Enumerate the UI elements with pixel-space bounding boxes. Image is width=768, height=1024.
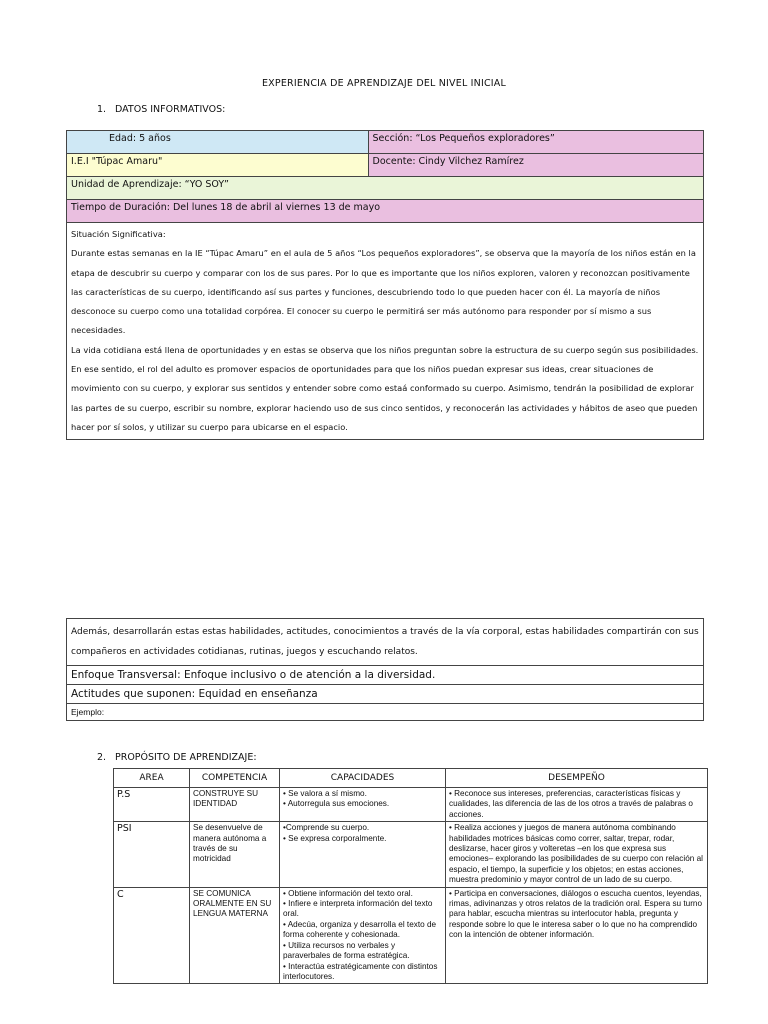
header-area: AREA bbox=[114, 769, 190, 788]
ejemplo-cell: Ejemplo: bbox=[67, 704, 704, 721]
enfoque-table bbox=[66, 618, 704, 721]
actitudes-cell: Actitudes que suponen: Equidad en enseñanza bbox=[67, 685, 704, 704]
section-2-number: 2. bbox=[97, 752, 107, 763]
edad-cell: Edad: 5 años bbox=[67, 131, 369, 154]
capacidades-cell bbox=[280, 887, 446, 984]
capacidad-item: • Se valora a sí mismo. bbox=[283, 789, 367, 798]
datos-informativos-table bbox=[66, 130, 704, 440]
desempeno-cell: • Realiza acciones y juegos de manera autónoma combinando habilidades motrices básicas como correr, saltar, trepar, rodar, deslizarse, hacer giros y volteretas –en los que expresa sus emociones– explorando las posibilidades de su cuerpo con relación al espacio, el tiempo, la superficie y los objetos; en estas acciones, muestra predominio y mayor control de un lado de su cuerpo. bbox=[446, 822, 708, 887]
capacidad-item: • Obtiene información del texto oral. bbox=[283, 888, 413, 898]
header-desempeno: DESEMPEÑO bbox=[446, 769, 708, 788]
section-1-label: DATOS INFORMATIVOS: bbox=[115, 104, 226, 115]
tiempo-cell: Tiempo de Duración: Del lunes 18 de abril al viernes 13 de mayo bbox=[67, 200, 704, 223]
docente-cell: Docente: Cindy Vilchez Ramírez bbox=[368, 154, 703, 177]
area-cell: P.S bbox=[114, 788, 190, 822]
competencia-cell: CONSTRUYE SU IDENTIDAD bbox=[190, 788, 280, 822]
header-competencia: COMPETENCIA bbox=[190, 769, 280, 788]
table-row bbox=[114, 887, 708, 984]
proposito-table bbox=[113, 768, 708, 984]
header-capacidades: CAPACIDADES bbox=[280, 769, 446, 788]
capacidad-item: • Interactúa estratégicamente con distintos interlocutores. bbox=[283, 961, 438, 981]
situacion-paragraph-2: La vida cotidiana está llena de oportunidades y en estas se observa que los niños preguntan sobre la estructura de su cuerpo según sus posibilidades. En ese sentido, el rol del adulto es promover espacios de oportunidades para que los niños puedan expresar sus ideas, crear situaciones de movimiento con su cuerpo, y explorar sus sentidos y entender sobre como estaá conformado su cuerpo. Asimismo, tendrán la posibilidad de explorar las partes de su cuerpo, escribir su nombre, explorar haciendo uso de sus cinco sentidos, y reconocerán las actividades y hábitos de aseo que pueden hacer por sí solos, y utilizar su cuerpo para ubicarse en el espacio. bbox=[71, 344, 699, 432]
iei-cell: I.E.I "Túpac Amaru" bbox=[67, 154, 369, 177]
section-1-number: 1. bbox=[97, 104, 107, 115]
area-cell: C bbox=[114, 887, 190, 984]
section-2-heading bbox=[97, 752, 257, 763]
capacidad-item: • Autorregula sus emociones. bbox=[283, 799, 390, 809]
capacidad-item: • Utiliza recursos no verbales y paraverbales de forma estratégica. bbox=[283, 940, 410, 961]
capacidades-cell bbox=[280, 822, 446, 887]
section-2-label: PROPÓSITO DE APRENDIZAJE: bbox=[115, 752, 257, 763]
competencia-cell: Se desenvuelve de manera autónoma a través de su motricidad bbox=[190, 822, 280, 887]
desempeno-cell: • Participa en conversaciones, diálogos o escucha cuentos, leyendas, rimas, adivinanzas y otros relatos de la tradición oral. Espera su turno para hablar, escucha mientras su interlocutor habla, pregunta y responde sobre lo que le interesa saber o lo que no ha comprendido con la intención de obtener información. bbox=[446, 887, 708, 984]
capacidad-item: • Infiere e interpreta información del texto oral. bbox=[283, 899, 433, 919]
competencia-cell: SE COMUNICA ORALMENTE EN SU LENGUA MATERNA bbox=[190, 887, 280, 984]
desempeno-cell: • Reconoce sus intereses, preferencias, características físicas y cualidades, las diferencia de las de los otros a través de palabras o acciones. bbox=[446, 788, 708, 822]
capacidad-item: • Se expresa corporalmente. bbox=[283, 833, 387, 843]
capacidad-item: • Adecúa, organiza y desarrolla el texto de forma coherente y cohesionada. bbox=[283, 919, 437, 940]
document-title: EXPERIENCIA DE APRENDIZAJE DEL NIVEL INICIAL bbox=[261, 78, 507, 89]
table-row bbox=[114, 822, 708, 887]
situacion-label: Situación Significativa: bbox=[71, 229, 166, 239]
situacion-cell bbox=[67, 223, 704, 440]
capacidades-cell bbox=[280, 788, 446, 822]
section-1-heading bbox=[97, 104, 225, 115]
area-cell: PSI bbox=[114, 822, 190, 887]
capacidad-item: •Comprende su cuerpo. bbox=[283, 823, 370, 833]
table-row bbox=[114, 788, 708, 822]
ademas-cell: Además, desarrollarán estas estas habilidades, actitudes, conocimientos a través de la vía corporal, estas habilidades compartirán con sus compañeros en actividades cotidianas, rutinas, juegos y escuchando relatos. bbox=[67, 619, 704, 666]
unidad-cell: Unidad de Aprendizaje: “YO SOY” bbox=[67, 177, 704, 200]
situacion-paragraph-1: Durante estas semanas en la IE “Túpac Amaru” en el aula de 5 años “Los pequeños exploradores”, se observa que la mayoría de los niños están en la etapa de descubrir su cuerpo y comparar con los de sus pares. Por lo que es importante que los niños exploren, valoren y reconozcan positivamente las características de su cuerpo, identificando así sus partes y funciones, descubriendo todo lo que pueden hacer con él. La mayoría de niños desconoce su cuerpo como una totalidad corpórea. El conocer su cuerpo le permitirá ser más autónomo para responder por sí mismo a sus necesidades. bbox=[71, 248, 696, 336]
seccion-cell: Sección: “Los Pequeños exploradores” bbox=[368, 131, 703, 154]
enfoque-cell: Enfoque Transversal: Enfoque inclusivo o de atención a la diversidad. bbox=[67, 666, 704, 685]
